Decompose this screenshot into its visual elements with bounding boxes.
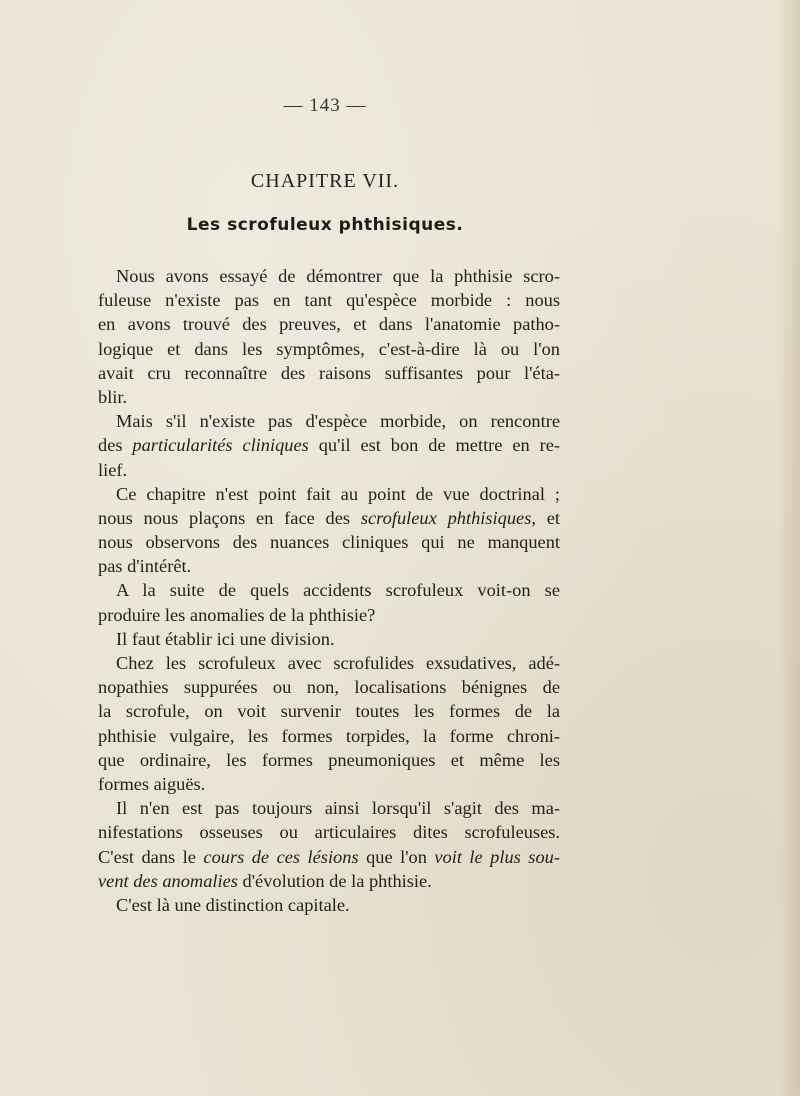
- text-line: en avons trouvé des preuves, et dans l'anatomie patho-: [98, 314, 560, 335]
- text-line: que ordinaire, les formes pneumoniques et même les: [98, 749, 560, 770]
- italic-text: cours de ces lésions: [203, 846, 359, 867]
- text-line: Ce chapitre n'est point fait au point de vue doctrinal ;: [116, 483, 560, 504]
- text-line: avait cru reconnaître des raisons suffisantes pour l'éta-: [98, 362, 560, 383]
- chapter-title: CHAPITRE VII.: [250, 170, 400, 192]
- text-segment: , et: [531, 507, 561, 528]
- text-line: nopathies suppurées ou non, localisations bénignes de: [98, 677, 560, 698]
- text-line: blir.: [98, 386, 128, 407]
- text-line: Nous avons essayé de démontrer que la phthisie scro-: [116, 266, 560, 286]
- text-segment: nous nous plaçons en face des: [98, 507, 361, 528]
- text-line: nous observons des nuances cliniques qui ne manquent: [98, 532, 560, 553]
- text-line: pas d'intérêt.: [98, 556, 192, 577]
- page-edge: [778, 0, 800, 1096]
- italic-text: vent des anomalies: [98, 870, 238, 891]
- text-line: la scrofule, on voit survenir toutes les formes de la: [98, 701, 560, 722]
- section-title: Les scrofuleux phthisiques.: [186, 215, 464, 235]
- text-line: lief.: [98, 459, 128, 480]
- text-line: C'est là une distinction capitale.: [116, 894, 350, 915]
- text-line: Mais s'il n'existe pas d'espèce morbide, on rencontre: [116, 411, 560, 432]
- text-segment: d'évolution de la phthisie.: [237, 870, 432, 891]
- text-line: [98, 506, 560, 530]
- text-line: [98, 845, 560, 869]
- italic-text: scrofuleux phthisiques: [360, 507, 532, 528]
- text-segment: qu'il est bon de mettre en re-: [308, 435, 560, 456]
- body-text: [98, 264, 560, 917]
- text-segment: que l'on: [358, 846, 435, 867]
- text-line: [98, 433, 560, 457]
- text-line: Il faut établir ici une division.: [116, 628, 335, 649]
- italic-text: particularités cliniques: [132, 435, 309, 456]
- text-line: formes aiguës.: [98, 773, 206, 794]
- text-line: Il n'en est pas toujours ainsi lorsqu'il s'agit des ma-: [116, 798, 560, 819]
- text-line: logique et dans les symptômes, c'est-à-dire là ou l'on: [98, 338, 560, 359]
- italic-text: voit le plus sou-: [434, 846, 560, 867]
- page-number: — 143 —: [283, 95, 367, 116]
- text-line: fuleuse n'existe pas en tant qu'espèce morbide : nous: [98, 290, 560, 311]
- text-line: produire les anomalies de la phthisie?: [98, 604, 376, 625]
- text-line: [98, 869, 560, 893]
- text-line: A la suite de quels accidents scrofuleux voit-on se: [116, 580, 560, 601]
- text-line: Chez les scrofuleux avec scrofulides exsudatives, adé-: [116, 653, 560, 673]
- text-line: phthisie vulgaire, les formes torpides, la forme chroni-: [98, 725, 560, 746]
- text-segment: C'est dans le: [98, 846, 204, 867]
- text-line: nifestations osseuses ou articulaires dites scrofuleuses.: [98, 822, 560, 843]
- text-segment: des: [98, 435, 133, 456]
